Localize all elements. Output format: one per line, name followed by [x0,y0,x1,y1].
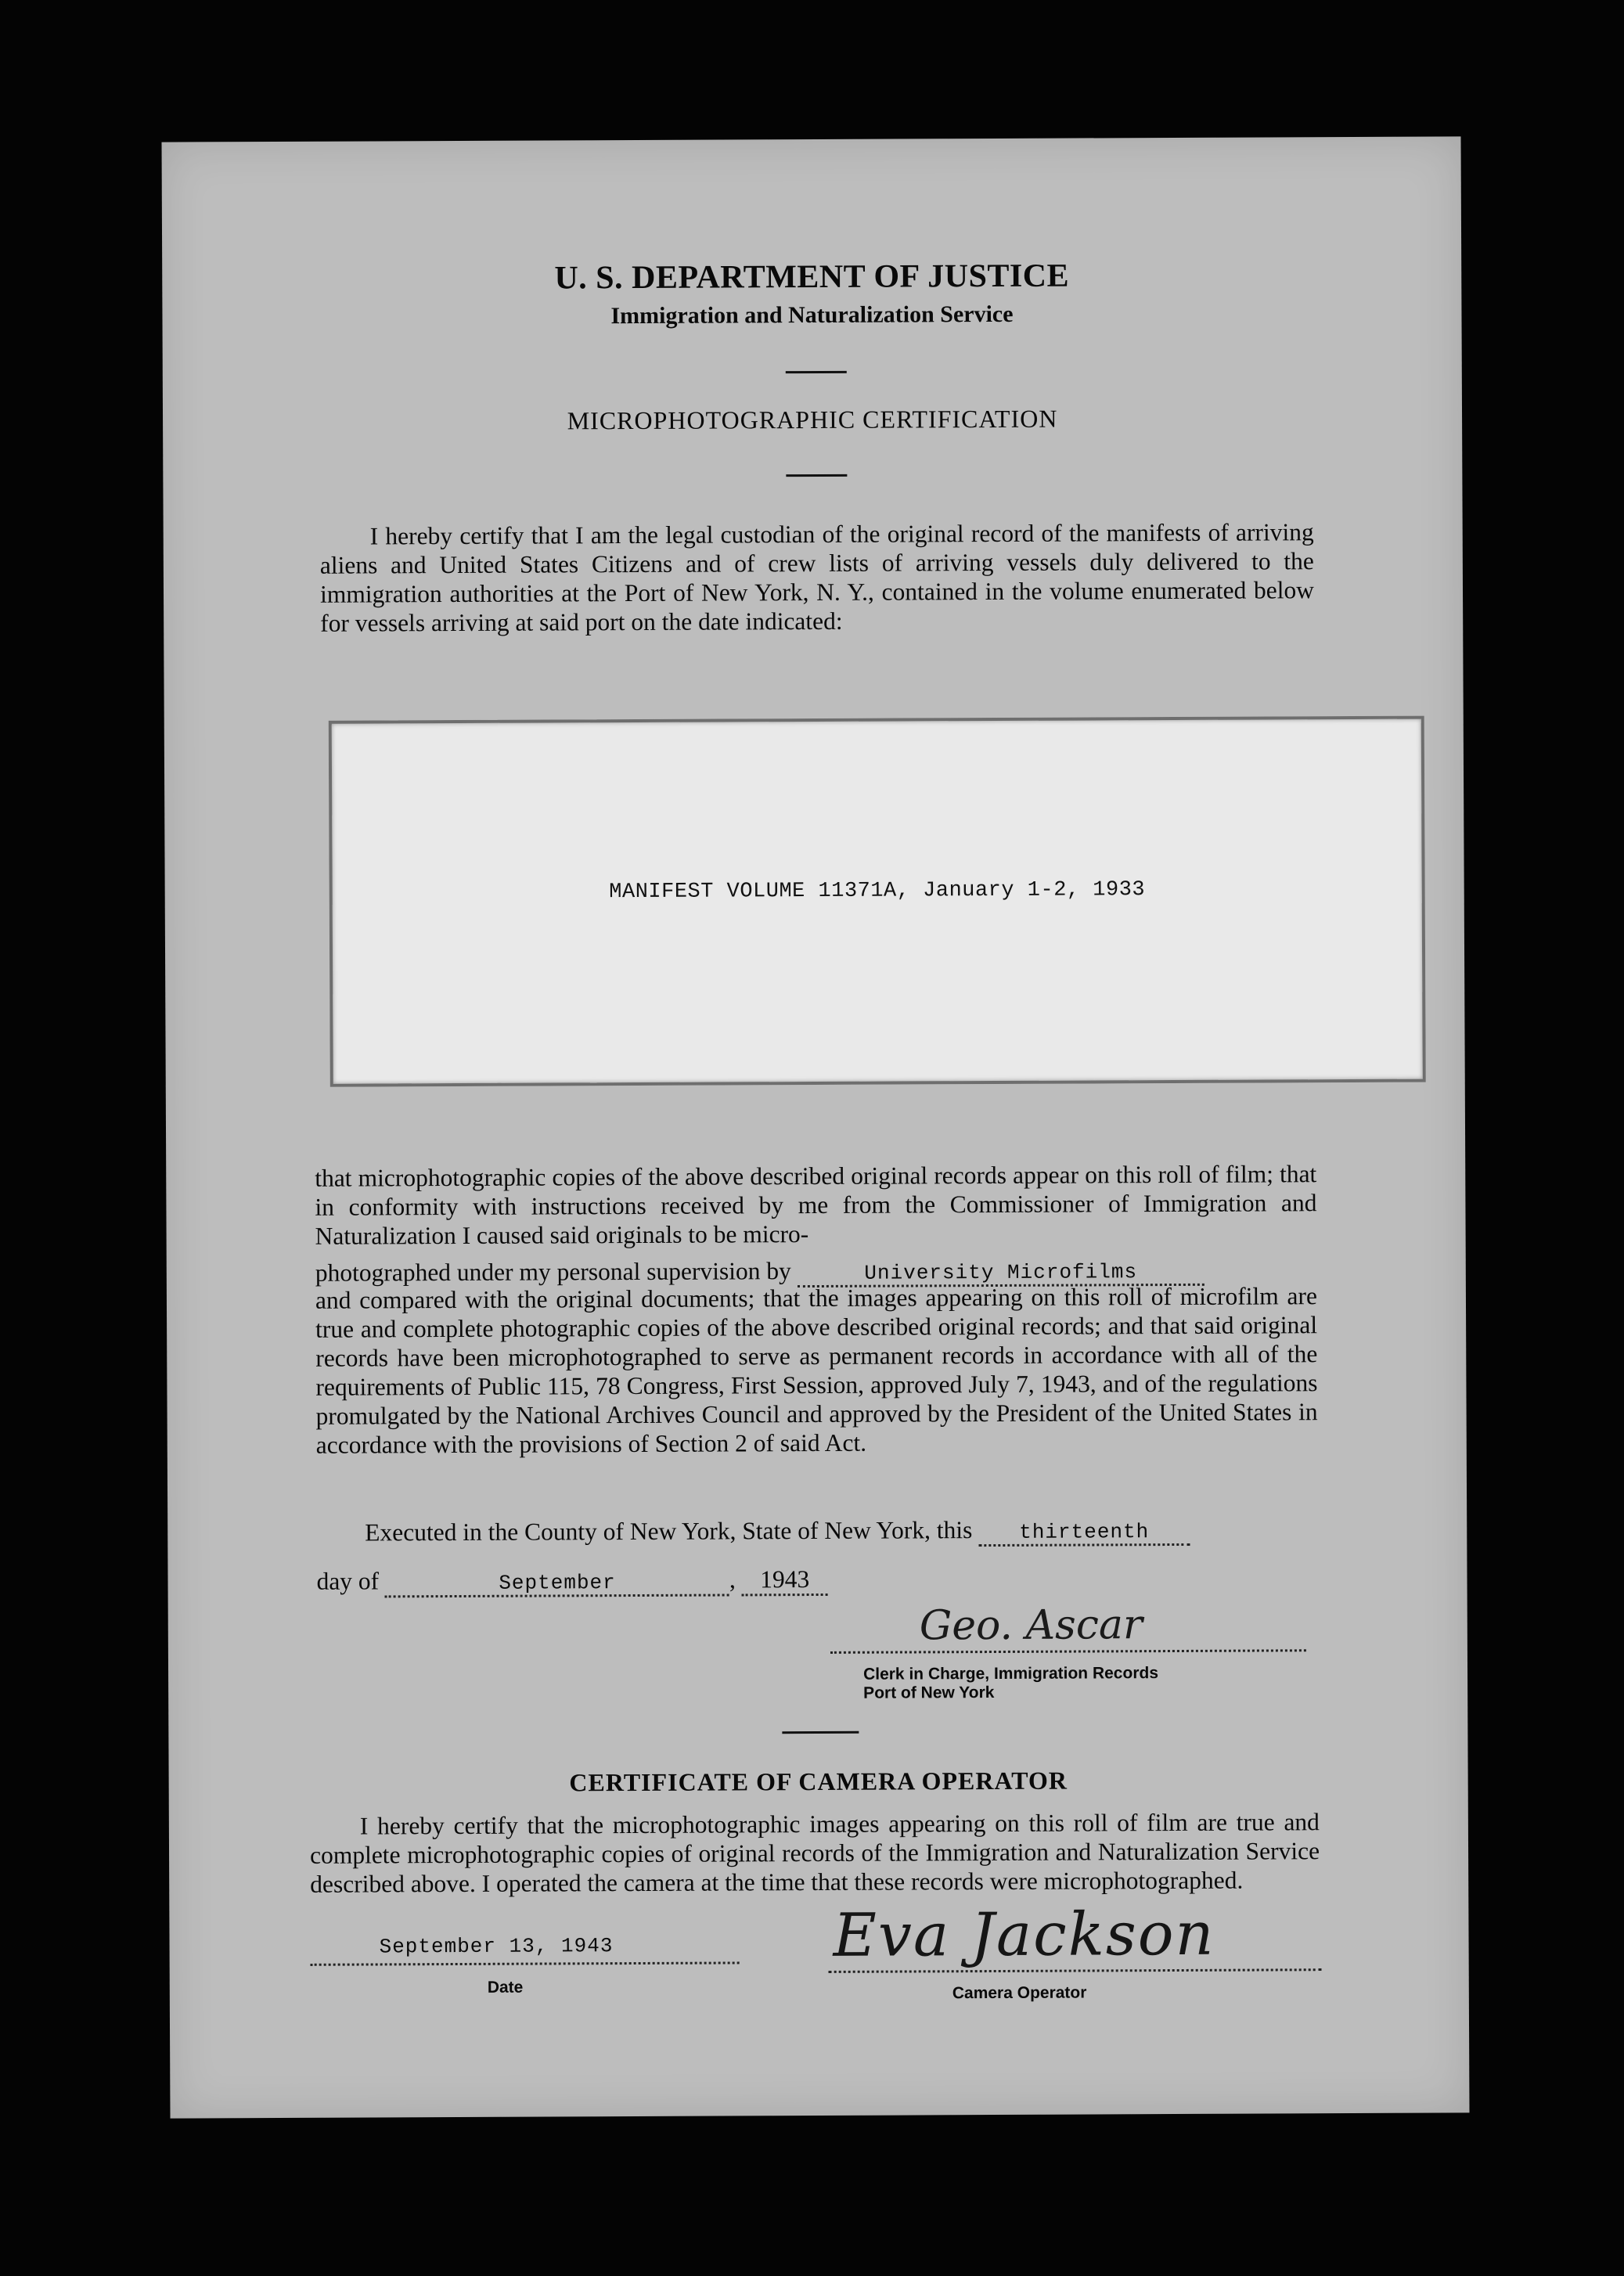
body-paragraph-1: that microphotographic copies of the above described original records appear on this roll of film; that in conformity with instructions received by me from the Commissioner of Immigration and Naturalization I caused said originals to be micro- [315,1160,1317,1250]
divider [786,371,847,373]
intro-paragraph: I hereby certify that I am the legal custodian of the original record of the manifests of arriving aliens and United States Citizens and of crew lists of arriving vessels duly delivered to the immigration authorities at the Port of New York, N. Y., contained in the volume enumerated below for vessels arriving at said port on the date indicated: [319,518,1315,637]
operator-signature: Eva Jackson [833,1898,1215,1970]
certification-heading: MICROPHOTOGRAPHIC CERTIFICATION [567,404,1058,435]
operator-label: Camera Operator [952,1983,1087,2003]
executed-day-field [978,1515,1190,1547]
executed-line [365,1515,1190,1550]
year-field [742,1565,828,1596]
month-value: September [499,1571,616,1595]
clerk-title-line2: Port of New York [863,1684,995,1702]
clerk-title-line1: Clerk in Charge, Immigration Records [862,1664,1159,1684]
body-paragraph-2: and compared with the original documents; that the images appearing on this roll of microfilm are true and complete photographic copies of the above described original records; and that said original records have been microphotographed to serve as permanent records in accordance with all of the requirements of Public 115, 78 Congress, First Session, approved July 7, 1943, and of the regulations promulgated by the National Archives Council and approved by the President of the United States in accordance with the provisions of Section 2 of said Act. [315,1282,1318,1459]
camera-operator-heading: CERTIFICATE OF CAMERA OPERATOR [569,1766,1068,1797]
executed-day: thirteenth [1019,1520,1150,1544]
clerk-title [863,1664,1158,1703]
volume-insert [329,716,1426,1087]
month-field [385,1565,729,1597]
department-title: U. S. DEPARTMENT OF JUSTICE [554,257,1070,297]
day-of-label: day of [316,1567,380,1595]
year-value: 1943 [760,1565,810,1594]
clerk-signature: Geo. Ascar [919,1601,1143,1650]
camera-operator-paragraph: I hereby certify that the microphotographic images appearing on this roll of film are true and complete microphotographic copies of original records of the Immigration and Naturalization Service described above. I operated the camera at the time that these records were microphotographed. [309,1808,1320,1898]
clerk-signature-line [830,1649,1306,1654]
certificate-page [161,136,1469,2118]
operator-date: September 13, 1943 [379,1934,614,1959]
date-line [311,1961,740,1965]
divider [782,1731,859,1734]
executed-prefix: Executed in the County of New York, State of New York, this [365,1516,973,1547]
manifest-volume: MANIFEST VOLUME 11371A, January 1-2, 1933 [609,878,1146,905]
day-of-line: day of September , 1943 [316,1565,827,1598]
supervision-prefix: photographed under my personal supervision by [315,1257,791,1287]
divider [786,474,847,477]
photographer-name: University Microfilms [864,1260,1138,1285]
service-subtitle: Immigration and Naturalization Service [610,301,1014,330]
date-label: Date [487,1978,524,1997]
